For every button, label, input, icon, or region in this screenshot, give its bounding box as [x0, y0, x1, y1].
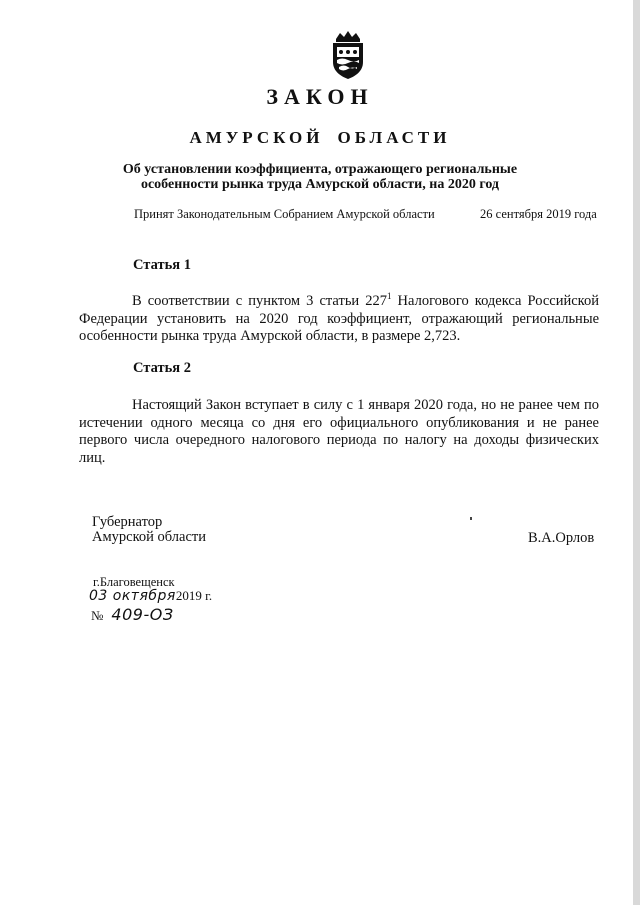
signing-city: г.Благовещенск — [93, 575, 175, 589]
signatory-position-line-1: Губернатор — [92, 514, 163, 530]
article-2-text-body: Настоящий Закон вступает в силу с 1 января 2020 года, но не ранее чем по истечении одного месяца со дня его официального опубликования и не ранее первого числа очередного налогового периода по налогу на доходы физических лиц. — [79, 397, 599, 466]
signing-date — [89, 588, 212, 604]
adopted-by: Принят Законодательным Собранием Амурской области — [134, 207, 435, 221]
law-number — [91, 605, 174, 624]
amur-oblast-coat-of-arms-icon — [328, 30, 368, 80]
article-1-text — [79, 293, 599, 346]
article-2-heading: Статья 2 — [133, 360, 191, 376]
law-number-handwritten: 409-ОЗ — [111, 605, 174, 624]
scan-speck — [470, 517, 472, 520]
region-title — [0, 128, 640, 148]
article-1-heading: Статья 1 — [133, 257, 191, 273]
signatory-name: В.А.Орлов — [528, 530, 595, 546]
article-1-text-part-1: В соответствии с пунктом 3 статьи 227 — [132, 293, 387, 309]
article-1-superscript: 1 — [387, 291, 392, 302]
law-subject-line-1: Об установлении коэффициента, отражающего региональные — [122, 162, 518, 177]
document-title: ЗАКОН — [266, 84, 374, 109]
law-number-prefix: № — [91, 608, 104, 623]
signatory-position — [92, 515, 206, 545]
signing-date-year: 2019 г. — [175, 588, 213, 603]
article-1-text-part-2: Налогового кодекса Российской Федерации установить на 2020 год коэффициент, отражающий региональные особенности рынка труда Амурской области, в размере 2,723. — [79, 293, 599, 344]
region-word-1: АМУРСКОЙ — [189, 128, 324, 147]
article-2-text — [79, 397, 599, 467]
adopted-date: 26 сентября 2019 года — [480, 207, 597, 221]
region-word-2: ОБЛАСТИ — [337, 128, 451, 147]
signing-date-handwritten: 03 октября — [89, 588, 176, 604]
law-subject — [0, 162, 640, 192]
law-subject-line-2: особенности рынка труда Амурской области, на 2020 год — [140, 177, 500, 192]
signatory-position-line-2: Амурской области — [92, 529, 206, 545]
